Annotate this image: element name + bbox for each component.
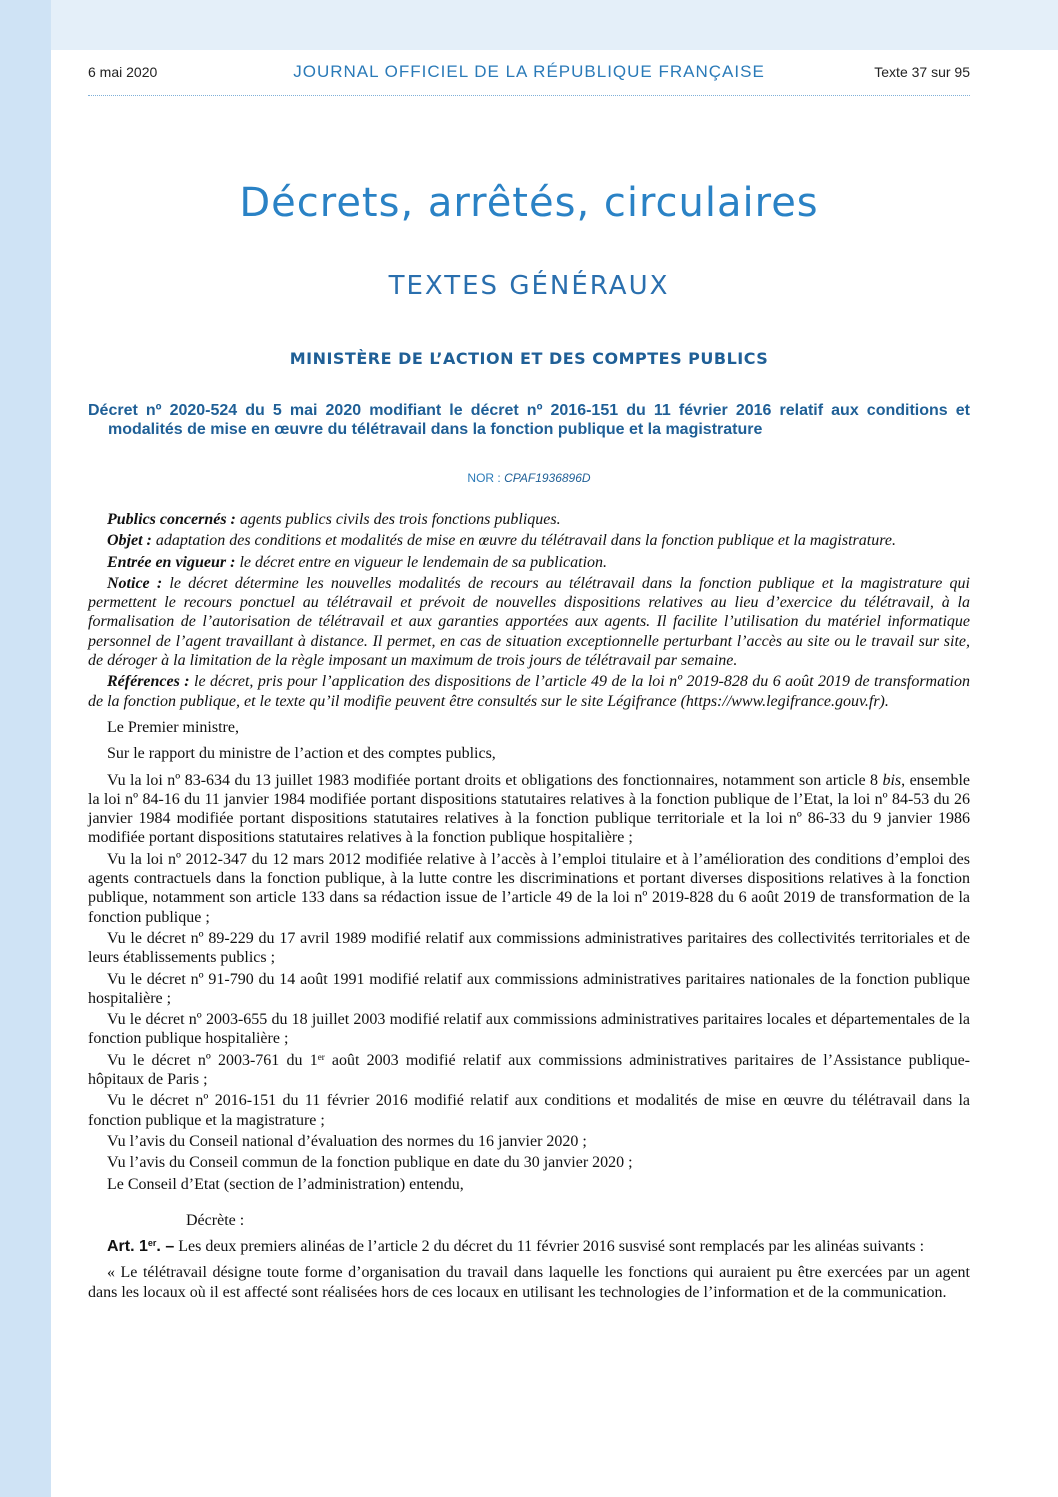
nor-reference	[88, 471, 970, 485]
visa-text: août 2003 modifié relatif aux commissions administratives paritaires de l’Assistance publique-hôpitaux de Paris ;	[88, 1051, 971, 1089]
visa-decret-2003-655: Vu le décret nº 2003-655 du 18 juillet 2003 modifié relatif aux commissions administratives paritaires locales et départementales de la fonction publique hospitalière ;	[88, 1011, 970, 1048]
ministry-heading: MINISTÈRE DE L’ACTION ET DES COMPTES PUBLICS	[289, 349, 769, 368]
article-label	[107, 1238, 174, 1255]
header-divider	[88, 95, 970, 96]
subsection-title: TEXTES GÉNÉRAUX	[388, 271, 670, 301]
summary-text: agents publics civils des trois fonctions publiques.	[235, 511, 561, 528]
visa-decret-2016: Vu le décret nº 2016-151 du 11 février 2016 modifié relatif aux conditions et modalités de mise en œuvre du télétravail dans la fonction publique et la magistrature ;	[88, 1092, 970, 1129]
nor-label: NOR :	[467, 471, 505, 485]
decree-body	[88, 510, 970, 1304]
visa-decret-2003-761	[88, 1051, 970, 1090]
visa-sup: er	[317, 1051, 325, 1062]
article-number: Art. 1	[107, 1238, 148, 1256]
summary-notice	[88, 574, 970, 670]
summary-text: le décret, pris pour l’application des dispositions de l’article 49 de la loi nº 2019-828 du 6 août 2019 de transformation de la fonction publique, et le texte qu’il modifie peuvent être consultés sur le site Légifrance (https://www.legifrance.gouv.fr).	[88, 673, 971, 710]
summary-label: Entrée en vigueur :	[107, 553, 236, 571]
text-number: Texte 37 sur 95	[874, 64, 970, 80]
preamble-conseil-etat: Le Conseil d’Etat (section de l’administration) entendu,	[107, 1175, 464, 1193]
decree-title: Décret nº 2020-524 du 5 mai 2020 modifiant le décret nº 2016-151 du 11 février 2016 relatif aux conditions et modalités de mise en œuvre du télétravail dans la fonction publique et la magistrature	[88, 402, 970, 438]
visa-loi-1983	[88, 771, 970, 848]
summary-text: le décret détermine les nouvelles modalités de recours au télétravail dans la fonction publique et la magistrature qui permettent le recours ponctuel au télétravail et prévoit de nouvelles dispositions relatives au lieu d’exercice du télétravail, à la formalisation de l’autorisation de télétravail et aux garanties apportées aux agents. Il facilite l’utilisation du matériel informatique personnel de l’agent travaillant à distance. Il permet, en cas de situation exceptionnelle perturbant l’accès au site ou le travail sur site, de déroger à la limitation de la règle imposant un maximum de trois jours de télétravail par semaine.	[88, 574, 970, 670]
summary-entree-en-vigueur	[88, 553, 970, 572]
summary-label: Objet :	[107, 532, 152, 550]
summary-text: adaptation des conditions et modalités de mise en œuvre du télétravail dans la fonction publique et la magistrature.	[151, 532, 896, 550]
summary-label: Références :	[107, 673, 190, 691]
visa-text: , ensemble la loi nº 84-16 du 11 janvier 1984 modifiée portant dispositions statutaires relatives à la fonction publique de l’Etat, la loi nº 84-53 du 26 janvier 1984 modifiée portant dispositions statutaires relatives à la fonction publique territoriale et la loi nº 86-33 du 9 janvier 1986 modifiée portant dispositions statutaires relatives à la fonction publique hospitalière ;	[88, 771, 971, 847]
top-margin-band	[51, 0, 1058, 50]
visa-bis: bis	[882, 771, 902, 789]
publication-date: 6 mai 2020	[88, 64, 158, 80]
decrete-line: Décrète :	[186, 1211, 245, 1229]
summary-publics	[88, 510, 970, 529]
visa-decret-1989: Vu le décret nº 89-229 du 17 avril 1989 modifié relatif aux commissions administratives paritaires des collectivités territoriales et de leurs établissements publics ;	[88, 929, 970, 967]
nor-code: CPAF1936896D	[504, 471, 591, 485]
summary-references	[88, 672, 970, 711]
summary-objet	[88, 531, 970, 550]
preamble-rapport: Sur le rapport du ministre de l’action et des comptes publics,	[107, 745, 496, 763]
article-1-quote: « Le télétravail désigne toute forme d’organisation du travail dans laquelle les fonctions qui auraient pu être exercées par un agent dans les locaux où il est affecté sont réalisées hors de ces locaux en utilisant les technologies de l’information et de la communication.	[88, 1264, 970, 1301]
visa-decret-1991: Vu le décret nº 91-790 du 14 août 1991 modifié relatif aux commissions administratives paritaires nationales de la fonction publique hospitalière ;	[88, 970, 970, 1007]
visa-text: Vu le décret nº 2003-761 du 1	[107, 1051, 318, 1069]
article-1	[88, 1237, 970, 1256]
preamble-premier-ministre: Le Premier ministre,	[107, 718, 239, 736]
left-margin-band	[0, 0, 51, 1497]
page-header	[88, 62, 970, 86]
article-sup: er	[147, 1238, 157, 1249]
visa-avis-ccfp: Vu l’avis du Conseil commun de la fonction publique en date du 30 janvier 2020 ;	[107, 1154, 633, 1172]
journal-name: JOURNAL OFFICIEL DE LA RÉPUBLIQUE FRANÇAISE	[293, 62, 765, 81]
article-text: Les deux premiers alinéas de l’article 2 du décret du 11 février 2016 susvisé sont remplacés par les alinéas suivants :	[174, 1238, 925, 1256]
visa-loi-2012: Vu la loi nº 2012-347 du 12 mars 2012 modifiée relative à l’accès à l’emploi titulaire et à l’amélioration des conditions d’emploi des agents contractuels dans la fonction publique, à la lutte contre les discriminations et portant diverses dispositions relatives à la fonction publique, notamment son article 133 dans sa rédaction issue de l’article 49 de la loi nº 2019-828 du 6 août 2019 de transformation de la fonction publique ;	[88, 850, 970, 926]
summary-label: Notice :	[107, 574, 163, 592]
summary-label: Publics concernés :	[107, 511, 236, 528]
article-dash: . –	[156, 1238, 175, 1256]
section-title: Décrets, arrêtés, circulaires	[239, 180, 819, 226]
visa-avis-cnen: Vu l’avis du Conseil national d’évaluation des normes du 16 janvier 2020 ;	[107, 1132, 587, 1150]
summary-text: le décret entre en vigueur le lendemain de sa publication.	[235, 553, 608, 571]
visa-text: Vu la loi nº 83-634 du 13 juillet 1983 modifiée portant droits et obligations des fonctionnaires, notamment son article 8	[107, 771, 883, 789]
